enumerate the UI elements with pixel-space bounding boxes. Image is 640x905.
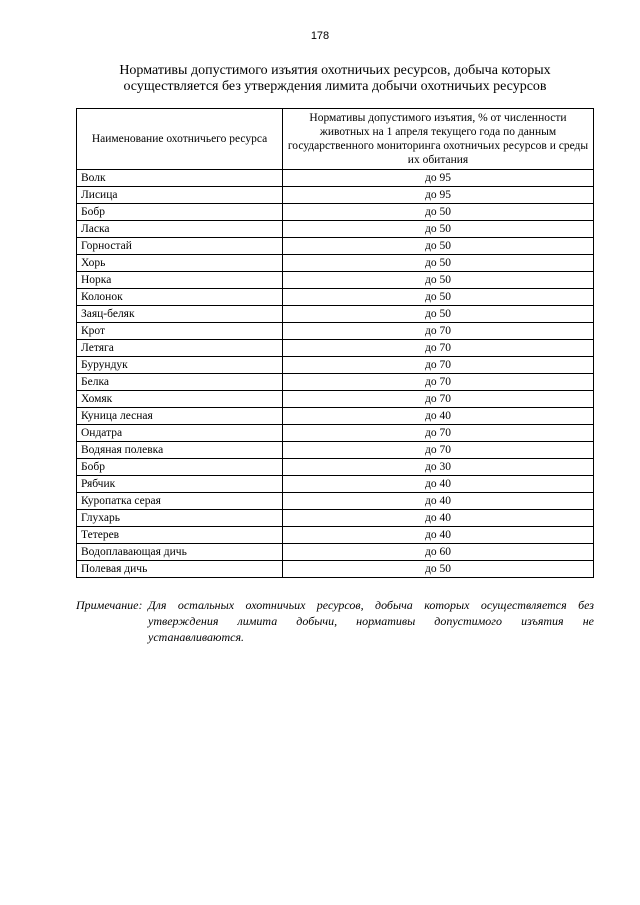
norms-table xyxy=(76,108,594,578)
table-row xyxy=(77,476,594,493)
norm-value-cell: до 50 xyxy=(283,204,594,221)
table-row xyxy=(77,255,594,272)
norm-value-cell: до 30 xyxy=(283,459,594,476)
header-resource-name: Наименование охотничьего ресурса xyxy=(77,109,283,170)
norm-value-cell: до 50 xyxy=(283,238,594,255)
norm-value-cell: до 40 xyxy=(283,510,594,527)
resource-name-cell: Бобр xyxy=(77,459,283,476)
resource-name-cell: Водяная полевка xyxy=(77,442,283,459)
note xyxy=(76,597,594,645)
resource-name-cell: Полевая дичь xyxy=(77,561,283,578)
table-row xyxy=(77,391,594,408)
resource-name-cell: Ондатра xyxy=(77,425,283,442)
resource-name-cell: Рябчик xyxy=(77,476,283,493)
header-norm: Нормативы допустимого изъятия, % от численности животных на 1 апреля текущего года по данным государственного мониторинга охотничьих ресурсов и среды их обитания xyxy=(283,109,594,170)
resource-name-cell: Ласка xyxy=(77,221,283,238)
norm-value-cell: до 40 xyxy=(283,476,594,493)
norm-value-cell: до 50 xyxy=(283,221,594,238)
norm-value-cell: до 95 xyxy=(283,170,594,187)
norm-value-cell: до 70 xyxy=(283,442,594,459)
norm-value-cell: до 60 xyxy=(283,544,594,561)
norm-value-cell: до 40 xyxy=(283,493,594,510)
page-number: 178 xyxy=(310,30,330,42)
table-row xyxy=(77,425,594,442)
table-row xyxy=(77,204,594,221)
norm-value-cell: до 70 xyxy=(283,391,594,408)
table-row xyxy=(77,408,594,425)
table-row xyxy=(77,289,594,306)
table-row xyxy=(77,306,594,323)
norm-value-cell: до 95 xyxy=(283,187,594,204)
norm-value-cell: до 50 xyxy=(283,255,594,272)
note-label: Примечание: xyxy=(76,598,143,612)
table-row xyxy=(77,459,594,476)
resource-name-cell: Куропатка серая xyxy=(77,493,283,510)
table-row xyxy=(77,561,594,578)
table-row xyxy=(77,357,594,374)
table-row xyxy=(77,442,594,459)
table-row xyxy=(77,272,594,289)
table-row xyxy=(77,527,594,544)
resource-name-cell: Норка xyxy=(77,272,283,289)
norm-value-cell: до 70 xyxy=(283,425,594,442)
table-row xyxy=(77,374,594,391)
table-row xyxy=(77,187,594,204)
norm-value-cell: до 50 xyxy=(283,561,594,578)
note-text: Для остальных охотничьих ресурсов, добыча которых осуществляется без утверждения лимита добычи, нормативы допустимого изъятия не устанавливаются. xyxy=(148,598,594,644)
resource-name-cell: Волк xyxy=(77,170,283,187)
resource-name-cell: Бурундук xyxy=(77,357,283,374)
resource-name-cell: Хорь xyxy=(77,255,283,272)
norm-value-cell: до 70 xyxy=(283,357,594,374)
table-row xyxy=(77,238,594,255)
norm-value-cell: до 70 xyxy=(283,374,594,391)
norm-value-cell: до 70 xyxy=(283,323,594,340)
table-row xyxy=(77,170,594,187)
norm-value-cell: до 50 xyxy=(283,306,594,323)
resource-name-cell: Хомяк xyxy=(77,391,283,408)
resource-name-cell: Лисица xyxy=(77,187,283,204)
resource-name-cell: Тетерев xyxy=(77,527,283,544)
table-body xyxy=(77,170,594,578)
table-row xyxy=(77,544,594,561)
resource-name-cell: Летяга xyxy=(77,340,283,357)
resource-name-cell: Белка xyxy=(77,374,283,391)
table-row xyxy=(77,323,594,340)
resource-name-cell: Бобр xyxy=(77,204,283,221)
resource-name-cell: Водоплавающая дичь xyxy=(77,544,283,561)
norm-value-cell: до 50 xyxy=(283,272,594,289)
resource-name-cell: Колонок xyxy=(77,289,283,306)
resource-name-cell: Крот xyxy=(77,323,283,340)
table-row xyxy=(77,493,594,510)
page-title xyxy=(80,63,590,95)
norm-value-cell: до 40 xyxy=(283,527,594,544)
title-line-1: Нормативы допустимого изъятия охотничьих ресурсов, добыча которых xyxy=(119,63,551,78)
resource-name-cell: Глухарь xyxy=(77,510,283,527)
table-header-row xyxy=(77,109,594,170)
resource-name-cell: Куница лесная xyxy=(77,408,283,425)
norm-value-cell: до 40 xyxy=(283,408,594,425)
table-row xyxy=(77,340,594,357)
table-row xyxy=(77,221,594,238)
title-line-2: осуществляется без утверждения лимита добычи охотничьих ресурсов xyxy=(123,79,547,94)
norm-value-cell: до 70 xyxy=(283,340,594,357)
resource-name-cell: Горностай xyxy=(77,238,283,255)
resource-name-cell: Заяц-беляк xyxy=(77,306,283,323)
table-row xyxy=(77,510,594,527)
norm-value-cell: до 50 xyxy=(283,289,594,306)
